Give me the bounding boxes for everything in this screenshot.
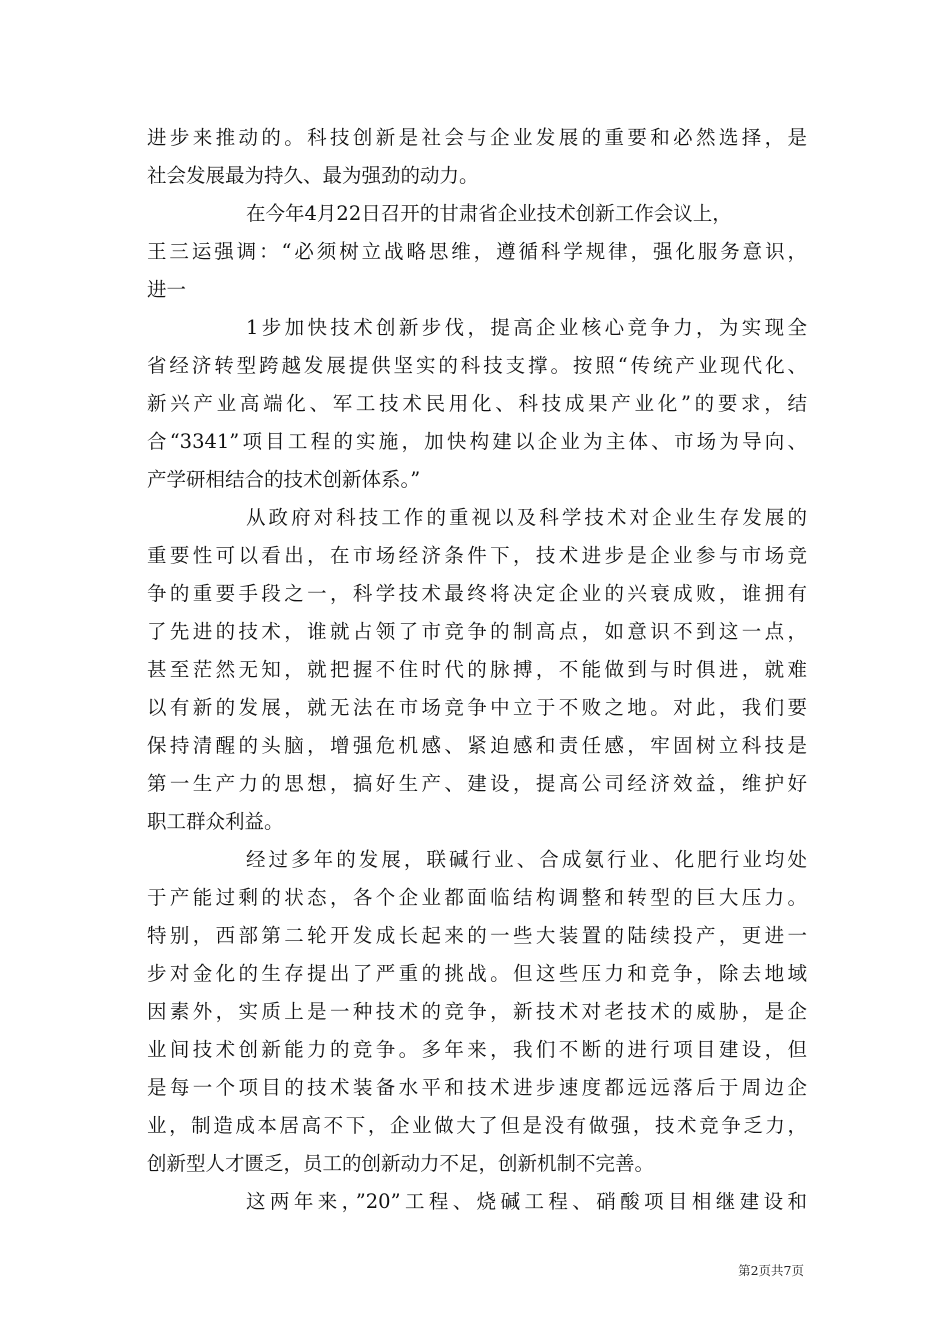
- text-line: 这两年来，”20”工程、烧碱工程、硝酸项目相继建设和: [246, 1190, 807, 1213]
- page-number-footer: 第2页共7页: [738, 1263, 804, 1278]
- text-line: 进一: [147, 278, 187, 301]
- text-line: 在今年4月22日召开的甘肃省企业技术创新工作会议上，: [246, 202, 732, 225]
- text-line: 步对金化的生存提出了严重的挑战。但这些压力和竞争，除去地域: [147, 962, 807, 985]
- text-line: 社会发展最为持久、最为强劲的动力。: [147, 164, 479, 187]
- text-line: 从政府对科技工作的重视以及科学技术对企业生存发展的: [246, 506, 807, 529]
- text-line: 重要性可以看出，在市场经济条件下，技术进步是企业参与市场竞: [147, 544, 807, 567]
- text-line: 甚至茫然无知，就把握不住时代的脉搏，不能做到与时俱进，就难: [147, 658, 807, 681]
- text-line: 于产能过剩的状态，各个企业都面临结构调整和转型的巨大压力。: [147, 886, 807, 909]
- text-line: 保持清醒的头脑，增强危机感、紧迫感和责任感，牢固树立科技是: [147, 734, 807, 757]
- text-line: 业间技术创新能力的竞争。多年来，我们不断的进行项目建设，但: [147, 1038, 807, 1061]
- text-line: 以有新的发展，就无法在市场竞争中立于不败之地。对此，我们要: [147, 696, 807, 719]
- text-line: 合“3341”项目工程的实施，加快构建以企业为主体、市场为导向、: [147, 430, 807, 453]
- text-line: 产学研相结合的技术创新体系。”: [147, 468, 421, 491]
- text-line: 业，制造成本居高不下，企业做大了但是没有做强，技术竞争乏力，: [147, 1114, 807, 1137]
- text-line: 1步加快技术创新步伐，提高企业核心竞争力，为实现全: [246, 316, 807, 339]
- text-line: 王三运强调：“必须树立战略思维，遵循科学规律，强化服务意识，: [147, 240, 807, 263]
- text-line: 因素外，实质上是一种技术的竞争，新技术对老技术的威胁，是企: [147, 1000, 807, 1023]
- text-line: 创新型人才匮乏，员工的创新动力不足，创新机制不完善。: [147, 1152, 655, 1175]
- text-line: 了先进的技术，谁就占领了市竞争的制高点，如意识不到这一点，: [147, 620, 807, 643]
- text-line: 新兴产业高端化、军工技术民用化、科技成果产业化”的要求，结: [147, 392, 807, 415]
- text-line: 省经济转型跨越发展提供坚实的科技支撑。按照“传统产业现代化、: [147, 354, 807, 377]
- text-line: 进步来推动的。科技创新是社会与企业发展的重要和必然选择，是: [147, 126, 807, 149]
- text-line: 是每一个项目的技术装备水平和技术进步速度都远远落后于周边企: [147, 1076, 807, 1099]
- text-line: 特别，西部第二轮开发成长起来的一些大装置的陆续投产，更进一: [147, 924, 807, 947]
- text-line: 职工群众利益。: [147, 810, 284, 833]
- text-line: 经过多年的发展，联碱行业、合成氨行业、化肥行业均处: [246, 848, 807, 871]
- text-line: 争的重要手段之一，科学技术最终将决定企业的兴衰成败，谁拥有: [147, 582, 807, 605]
- text-line: 第一生产力的思想，搞好生产、建设，提高公司经济效益，维护好: [147, 772, 807, 795]
